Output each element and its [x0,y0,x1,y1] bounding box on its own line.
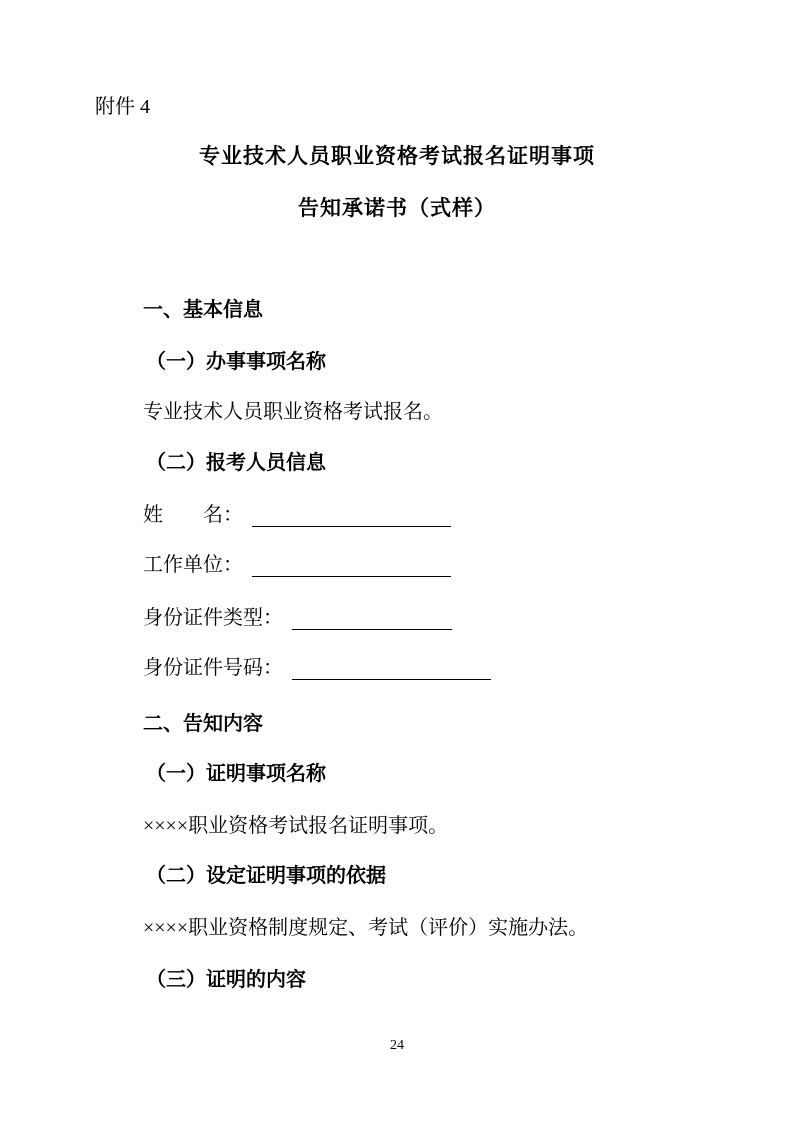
section-2-heading: 二、告知内容 [143,713,263,735]
doc-title-line-2: 告知承诺书（式样） [298,196,496,220]
subsection-1-1-heading: （一）办事事项名称 [146,351,326,373]
subsection-2-1-body: ××××职业资格考试报名证明事项。 [143,815,449,837]
subsection-2-2-body: ××××职业资格制度规定、考试（评价）实施办法。 [143,917,589,939]
subsection-2-1-heading: （一）证明事项名称 [146,763,326,785]
doc-title-line-1: 专业技术人员职业资格考试报名证明事项 [199,144,595,168]
id-number-field-label: 身份证件号码： [143,657,283,679]
subsection-1-1-body: 专业技术人员职业资格考试报名。 [143,401,443,423]
subsection-2-2-heading: （二）设定证明事项的依据 [146,865,386,887]
page-number: 24 [390,1038,404,1053]
id-type-field-label: 身份证件类型： [143,607,283,629]
name-input-line[interactable] [252,526,451,527]
id-number-input-line[interactable] [292,679,491,680]
section-1-heading: 一、基本信息 [143,299,263,321]
work-unit-input-line[interactable] [252,576,451,577]
name-field-row [143,505,451,527]
subsection-2-3-heading: （三）证明的内容 [146,969,306,991]
id-type-field-row [143,608,452,630]
work-unit-field-label: 工作单位： [143,554,243,576]
id-number-field-row [143,658,491,680]
attachment-label: 附件 4 [95,96,150,118]
subsection-1-2-heading: （二）报考人员信息 [146,452,326,474]
work-unit-field-row [143,555,451,577]
name-field-label: 姓 名： [143,504,243,526]
id-type-input-line[interactable] [292,629,452,630]
